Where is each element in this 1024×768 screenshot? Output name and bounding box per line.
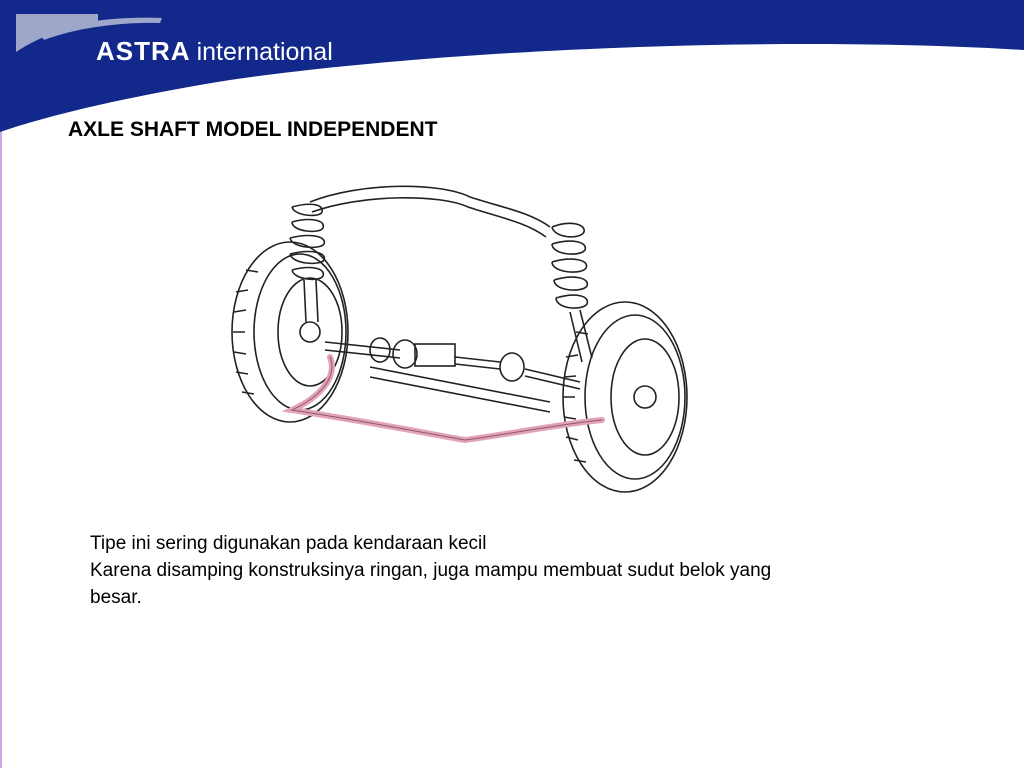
body-text	[90, 530, 790, 611]
stabilizer-bar	[292, 357, 602, 440]
logo	[96, 36, 333, 67]
body-line-2: Karena disamping konstruksinya ringan, juga mampu membuat sudut belok yang besar.	[90, 560, 772, 608]
left-coil-spring	[290, 204, 324, 322]
body-line-1: Tipe ini sering digunakan pada kendaraan kecil	[90, 533, 487, 554]
slide-border-line	[0, 130, 2, 768]
right-coil-spring	[552, 223, 592, 362]
page-title: AXLE SHAFT MODEL INDEPENDENT	[68, 118, 438, 141]
logo-subtitle: international	[196, 38, 333, 66]
left-wheel	[232, 242, 348, 422]
drive-shaft	[325, 338, 580, 412]
suspension-diagram	[230, 172, 700, 502]
right-wheel	[563, 302, 687, 492]
crossmember	[310, 186, 550, 237]
logo-brand: ASTRA	[96, 36, 191, 66]
